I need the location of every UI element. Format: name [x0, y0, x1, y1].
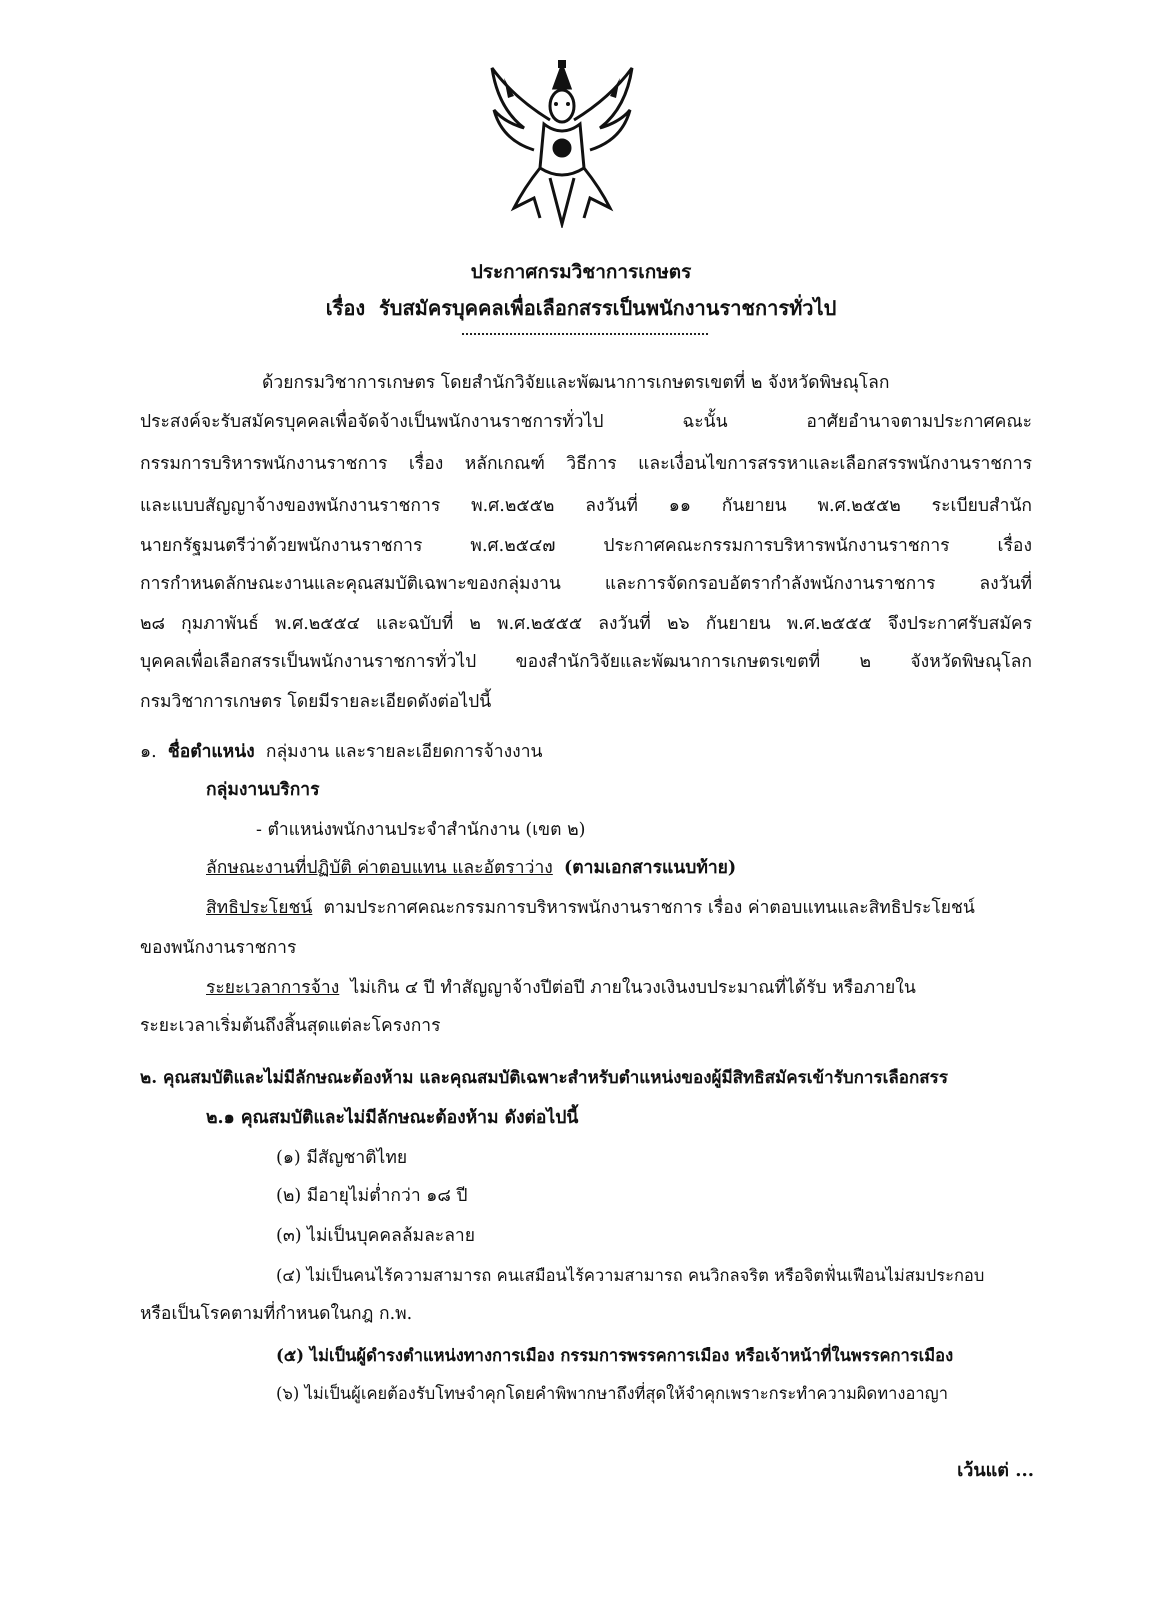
section-1-heading-rest: กลุ่มงาน และรายละเอียดการจ้างงาน: [265, 742, 543, 762]
separator-dots: [462, 333, 708, 335]
benefit-line: [206, 896, 1032, 920]
period-line: [206, 976, 1032, 1000]
work-nature-note: (ตามเอกสารแนบท้าย): [563, 858, 737, 878]
qualification-item-1: (๑) มีสัญชาติไทย: [276, 1148, 408, 1168]
section-2-heading: ๒. คุณสมบัติและไม่มีลักษณะต้องห้าม และคุณสมบัติเฉพาะสำหรับตำแหน่งของผู้มีสิทธิสมัครเข้ารับการเลือกสรร: [140, 1068, 948, 1088]
qualification-item-6: (๖) ไม่เป็นผู้เคยต้องรับโทษจำคุกโดยคำพิพากษาถึงที่สุดให้จำคุกเพราะกระทำความผิดทางอาญา: [276, 1384, 948, 1403]
section-1-heading: [140, 740, 543, 764]
benefit-line-2: ของพนักงานราชการ: [140, 938, 297, 958]
subject-label: เรื่อง: [325, 296, 366, 320]
intro-line-6: การกำหนดลักษณะงานและคุณสมบัติเฉพาะของกลุ่มงาน และการจัดกรอบอัตรากำลังพนักงานราชการ ลงวันที่: [140, 574, 1032, 594]
intro-line-8: บุคคลเพื่อเลือกสรรเป็นพนักงานราชการทั่วไป ของสำนักวิจัยและพัฒนาการเกษตรเขตที่ ๒ จังหวัดพิษณุโลก: [140, 652, 1032, 672]
section-2-1-heading: ๒.๑ คุณสมบัติและไม่มีลักษณะต้องห้าม ดังต่อไปนี้: [206, 1108, 579, 1128]
announcement-title: ประกาศกรมวิชาการเกษตร: [470, 261, 692, 283]
subject-text: รับสมัครบุคคลเพื่อเลือกสรรเป็นพนักงานราชการทั่วไป: [379, 296, 837, 320]
garuda-emblem-icon: [484, 58, 640, 228]
period-text: ไม่เกิน ๔ ปี ทำสัญญาจ้างปีต่อปี ภายในวงเงินงบประมาณที่ได้รับ หรือภายใน: [350, 978, 916, 998]
qualification-item-5: (๕) ไม่เป็นผู้ดำรงตำแหน่งทางการเมือง กรรมการพรรคการเมือง หรือเจ้าหน้าที่ในพรรคการเมือง: [276, 1346, 954, 1365]
intro-line-1: ด้วยกรมวิชาการเกษตร โดยสำนักวิจัยและพัฒนาการเกษตรเขตที่ ๒ จังหวัดพิษณุโลก: [262, 373, 890, 393]
benefit-label: สิทธิประโยชน์: [206, 898, 313, 918]
period-line-2: ระยะเวลาเริ่มต้นถึงสิ้นสุดแต่ละโครงการ: [140, 1016, 441, 1036]
intro-line-7: ๒๘ กุมภาพันธ์ พ.ศ.๒๕๕๔ และฉบับที่ ๒ พ.ศ.๒๕๕๕ ลงวันที่ ๒๖ กันยายน พ.ศ.๒๕๕๕ จึงประกาศรับสมัคร: [140, 614, 1032, 634]
qualification-item-3: (๓) ไม่เป็นบุคคลล้มละลาย: [276, 1226, 476, 1246]
qualification-item-2: (๒) มีอายุไม่ต่ำกว่า ๑๘ ปี: [276, 1186, 468, 1206]
work-nature-line: [206, 856, 736, 880]
intro-line-5: นายกรัฐมนตรีว่าด้วยพนักงานราชการ พ.ศ.๒๕๔๗ ประกาศคณะกรรมการบริหารพนักงานราชการ เรื่อง: [140, 536, 1032, 556]
intro-line-9: กรมวิชาการเกษตร โดยมีรายละเอียดดังต่อไปนี้: [140, 692, 492, 712]
intro-line-2: ประสงค์จะรับสมัครบุคคลเพื่อจัดจ้างเป็นพนักงานราชการทั่วไป ฉะนั้น อาศัยอำนาจตามประกาศคณะ: [140, 412, 1032, 432]
continued-marker: เว้นแต่ ...: [957, 1460, 1034, 1481]
announcement-subject: [0, 292, 1162, 324]
position-item: - ตำแหน่งพนักงานประจำสำนักงาน (เขต ๒): [256, 820, 586, 840]
intro-line-4: และแบบสัญญาจ้างของพนักงานราชการ พ.ศ.๒๕๕๒ ลงวันที่ ๑๑ กันยายน พ.ศ.๒๕๕๒ ระเบียบสำนัก: [140, 496, 1032, 516]
period-label: ระยะเวลาการจ้าง: [206, 978, 340, 998]
section-1-heading-bold: ชื่อตำแหน่ง: [167, 742, 255, 762]
service-group: กลุ่มงานบริการ: [206, 780, 320, 800]
qualification-item-4: (๔) ไม่เป็นคนไร้ความสามารถ คนเสมือนไร้ความสามารถ คนวิกลจริต หรือจิตฟั่นเฟือนไม่สมประกอบ: [276, 1266, 985, 1285]
section-1-number: ๑.: [140, 742, 157, 762]
intro-line-3: กรรมการบริหารพนักงานราชการ เรื่อง หลักเกณฑ์ วิธีการ และเงื่อนไขการสรรหาและเลือกสรรพนักงานราชการ: [140, 454, 1032, 474]
work-nature-label: ลักษณะงานที่ปฏิบัติ ค่าตอบแทน และอัตราว่าง: [206, 858, 553, 878]
benefit-text: ตามประกาศคณะกรรมการบริหารพนักงานราชการ เรื่อง ค่าตอบแทนและสิทธิประโยชน์: [323, 898, 975, 918]
qualification-item-4-cont: หรือเป็นโรคตามที่กำหนดในกฎ ก.พ.: [140, 1304, 413, 1324]
